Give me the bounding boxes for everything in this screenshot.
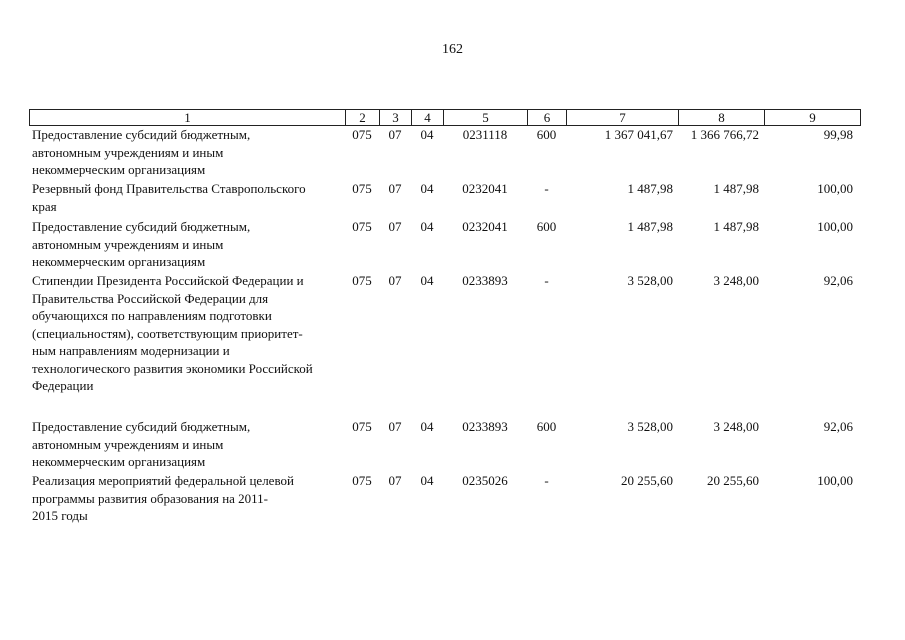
- row-name: [29, 418, 345, 472]
- cell-c8: 20 255,60: [707, 473, 759, 488]
- cell-c8: 1 487,98: [713, 219, 759, 234]
- cell-c9: 100,00: [817, 181, 853, 196]
- table-row: [29, 126, 860, 180]
- cell-c7: 3 528,00: [627, 273, 673, 288]
- cell-c9: 99,98: [823, 127, 853, 142]
- column-header-7: 7: [567, 110, 679, 126]
- cell-c7: 1 487,98: [627, 181, 673, 196]
- cell-c6: 600: [536, 419, 557, 434]
- name-line: 2015 годы: [32, 508, 88, 523]
- name-line: Стипендии Президента Российской Федерации и: [32, 273, 304, 288]
- cell-c4: 04: [420, 473, 434, 488]
- column-header-6: 6: [528, 110, 567, 126]
- cell-c8: 1 366 766,72: [690, 127, 759, 142]
- cell-c2: 075: [352, 419, 372, 434]
- cell-c5: 0233893: [462, 273, 508, 288]
- table-row: [29, 472, 860, 526]
- cell-c5: 0232041: [462, 181, 508, 196]
- name-line: некоммерческим организациям: [32, 162, 206, 177]
- cell-c3: 07: [388, 219, 402, 234]
- cell-c3: 07: [388, 181, 402, 196]
- cell-c7: 1 487,98: [627, 219, 673, 234]
- cell-c4: 04: [420, 181, 434, 196]
- cell-c4: 04: [420, 127, 434, 142]
- cell-c4: 04: [420, 419, 434, 434]
- column-header-5: 5: [444, 110, 528, 126]
- name-line: (специальностям), соответствующим приоритет-: [32, 325, 303, 341]
- cell-c3: 07: [388, 273, 402, 288]
- cell-c3: 07: [388, 127, 402, 142]
- name-line: Правительства Российской Федерации для: [32, 290, 269, 306]
- cell-c9: 92,06: [823, 273, 853, 288]
- name-line: некоммерческим организациям: [32, 454, 206, 469]
- column-header-3: 3: [380, 110, 412, 126]
- cell-c7: 20 255,60: [621, 473, 673, 488]
- name-line: технологического развития экономики Российской: [32, 360, 313, 376]
- name-line: некоммерческим организациям: [32, 254, 206, 269]
- name-line: ным направлениям модернизации и: [32, 343, 230, 358]
- row-name: [29, 472, 345, 526]
- cell-c2: 075: [352, 181, 372, 196]
- cell-c4: 04: [420, 219, 434, 234]
- name-line: Предоставление субсидий бюджетным,: [32, 419, 251, 434]
- table-row: [29, 180, 860, 218]
- cell-c7: 3 528,00: [627, 419, 673, 434]
- row-name: [29, 218, 345, 272]
- name-line: Реализация мероприятий федеральной целевой: [32, 473, 294, 488]
- column-header-2: 2: [346, 110, 380, 126]
- cell-c7: 1 367 041,67: [604, 127, 673, 142]
- column-header-8: 8: [679, 110, 765, 126]
- cell-c2: 075: [352, 127, 372, 142]
- cell-c2: 075: [352, 273, 372, 288]
- name-line: автономным учреждениям и иным: [32, 144, 224, 160]
- cell-c9: 100,00: [817, 473, 853, 488]
- column-header-4: 4: [412, 110, 444, 126]
- row-name: [29, 126, 345, 180]
- cell-c9: 100,00: [817, 219, 853, 234]
- row-name: [29, 272, 345, 418]
- cell-c2: 075: [352, 219, 372, 234]
- name-line: обучающихся по направлениям подготовки: [32, 308, 272, 323]
- page-number: 162: [442, 42, 463, 57]
- cell-c3: 07: [388, 473, 402, 488]
- column-header-table: [29, 109, 861, 126]
- name-line: Предоставление субсидий бюджетным,: [32, 219, 251, 234]
- table-row: [29, 218, 860, 272]
- cell-c4: 04: [420, 273, 434, 288]
- cell-c5: 0233893: [462, 419, 508, 434]
- cell-c8: 3 248,00: [713, 273, 759, 288]
- cell-c6: -: [544, 273, 549, 288]
- cell-c5: 0231118: [462, 127, 508, 142]
- name-line: автономным учреждениям и иным: [32, 236, 224, 252]
- cell-c2: 075: [352, 473, 372, 488]
- column-header-9: 9: [765, 110, 861, 126]
- name-line: Предоставление субсидий бюджетным,: [32, 127, 251, 142]
- cell-c3: 07: [388, 419, 402, 434]
- name-line: программы развития образования на 2011-: [32, 490, 269, 506]
- cell-c8: 3 248,00: [713, 419, 759, 434]
- cell-c5: 0232041: [462, 219, 508, 234]
- table-row: [29, 272, 860, 418]
- name-line: автономным учреждениям и иным: [32, 436, 224, 452]
- column-header-row: [30, 110, 861, 126]
- cell-c9: 92,06: [823, 419, 853, 434]
- cell-c6: -: [544, 473, 549, 488]
- name-line: Резервный фонд Правительства Ставропольского: [32, 181, 306, 196]
- column-header-1: 1: [30, 110, 346, 126]
- name-line: Федерации: [32, 378, 94, 393]
- cell-c6: -: [544, 181, 549, 196]
- row-name: [29, 180, 345, 218]
- cell-c8: 1 487,98: [713, 181, 759, 196]
- cell-c6: 600: [536, 219, 557, 234]
- name-line: края: [32, 198, 57, 214]
- table-row: [29, 418, 860, 472]
- budget-table: [29, 126, 860, 526]
- cell-c6: 600: [536, 127, 557, 142]
- cell-c5: 0235026: [462, 473, 508, 488]
